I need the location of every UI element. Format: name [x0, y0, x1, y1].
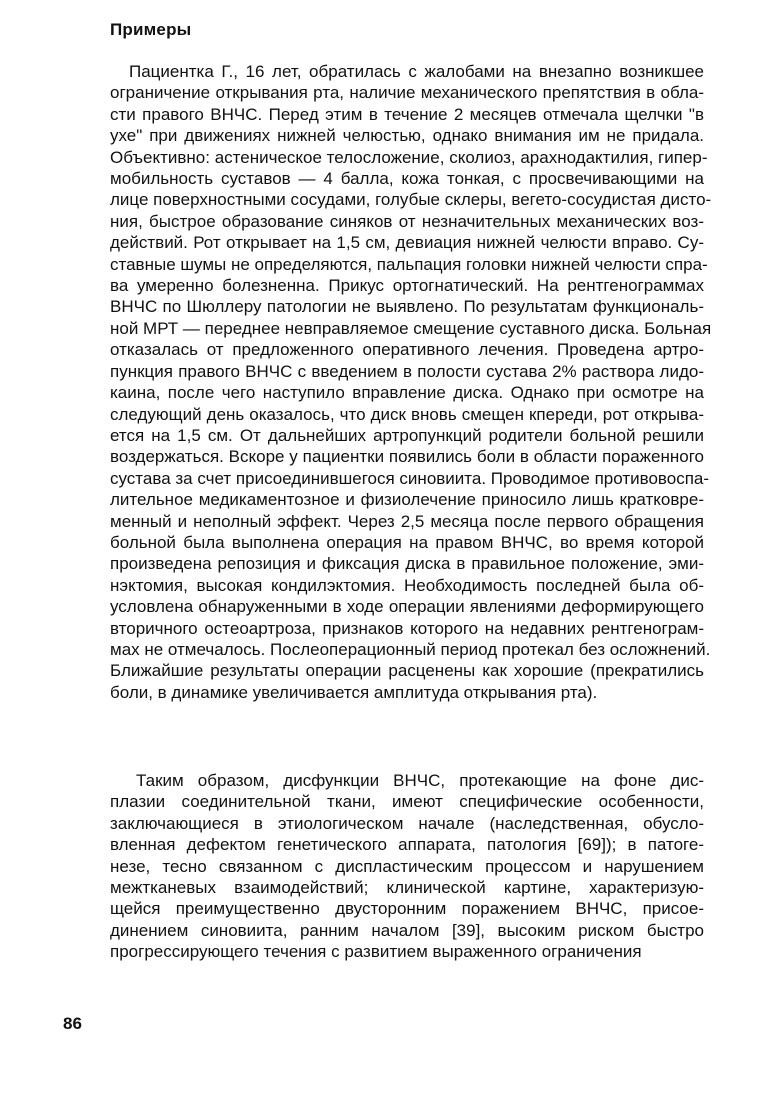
text-line: ограничение открывания рта, наличие механического препятствия в обла-	[110, 83, 704, 103]
text-line: лице поверхностными сосудами, голубые склеры, вегето-сосудистая дисто-	[110, 190, 712, 210]
text-line: пункция правого ВНЧС с введением в полости сустава 2% раствора лидо-	[110, 361, 704, 381]
text-line: сустава за счет присоединившегося синовиита. Проводимое противовоспа-	[110, 468, 710, 488]
text-line: Ближайшие результаты операции расценены как хорошие (прекратились	[110, 661, 704, 681]
text-line: действий. Рот открывает на 1,5 см, девиация нижней челюсти вправо. Су-	[110, 233, 704, 253]
text-line: ВНЧС по Шюллеру патологии не выявлено. По результатам функциональ-	[110, 297, 704, 317]
text-line: больной была выполнена операция на правом ВНЧС, во время которой	[110, 532, 704, 552]
text-line: боли, в динамике увеличивается амплитуда открывания рта).	[110, 682, 598, 702]
text-line: лительное медикаментозное и физиолечение приносило лишь кратковре-	[110, 490, 704, 510]
text-line: мах не отмечалось. Послеоперационный период протекал без осложнений.	[110, 639, 711, 659]
text-line: следующий день оказалось, что диск вновь смещен кпереди, рот открыва-	[110, 404, 704, 424]
text-line: ухе" при движениях нижней челюстью, однако внимания им не придала.	[110, 126, 704, 146]
text-line: каина, после чего наступило вправление диска. Однако при осмотре на	[110, 383, 704, 403]
text-line: ется на 1,5 см. От дальнейших артропункций родители больной решили	[110, 425, 704, 445]
text-line: плазии соединительной ткани, имеют специфические особенности,	[110, 792, 704, 812]
text-line: ной МРТ — переднее невправляемое смещение суставного диска. Больная	[110, 318, 712, 338]
text-line: ния, быстрое образование синяков от незначительных механических воз-	[110, 211, 704, 231]
text-line: динением синовиита, ранним началом [39], высоким риском быстро	[110, 920, 704, 940]
text-line: условлена обнаруженными в ходе операции явлениями деформирующего	[110, 597, 704, 617]
text-line: ва умеренно болезненна. Прикус ортогнатический. На рентгенограммах	[110, 276, 704, 296]
text-line: вленная дефектом генетического аппарата, патология [69]); в патоге-	[110, 835, 704, 855]
text-line: прогрессирующего течения с развитием выраженного ограничения	[110, 942, 642, 962]
page-number: 86	[63, 1014, 82, 1033]
text-line: заключающиеся в этиологическом начале (наследственная, обусло-	[110, 813, 704, 833]
text-line: Объективно: астеническое телосложение, сколиоз, арахнодактилия, гипер-	[110, 147, 708, 167]
text-line: мобильность суставов — 4 балла, кожа тонкая, с просвечивающими на	[110, 169, 704, 189]
text-line: Таким образом, дисфункции ВНЧС, протекающие на фоне дис-	[136, 771, 704, 790]
text-line: воздержаться. Вскоре у пациентки появились боли в области пораженного	[110, 447, 704, 467]
text-line: менный и неполный эффект. Через 2,5 месяца после первого обращения	[110, 511, 704, 531]
text-line: щейся преимущественно двусторонним поражением ВНЧС, присое-	[110, 899, 704, 919]
conclusion-paragraph	[110, 770, 704, 963]
text-line: ставные шумы не определяются, пальпация головки нижней челюсти спра-	[110, 254, 708, 274]
text-line: нэктомия, высокая кондилэктомия. Необходимость последней была об-	[110, 575, 704, 595]
text-line: произведена репозиция и фиксация диска в правильное положение, эми-	[110, 554, 704, 574]
text-line: Пациентка Г., 16 лет, обратилась с жалобами на внезапно возникшее	[129, 62, 704, 81]
section-heading: Примеры	[110, 20, 192, 39]
text-line: сти правого ВНЧС. Перед этим в течение 2 месяцев отмечала щелчки "в	[110, 104, 704, 124]
text-line: вторичного остеоартроза, признаков которого на недавних рентгенограм-	[110, 618, 704, 638]
text-line: незе, тесно связанном с диспластическим процессом и нарушением	[110, 856, 704, 876]
text-line: межтканевых взаимодействий; клинической картине, характеризую-	[110, 878, 704, 898]
text-line: отказалась от предложенного оперативного лечения. Проведена артро-	[110, 340, 704, 360]
example-paragraph	[110, 61, 712, 703]
